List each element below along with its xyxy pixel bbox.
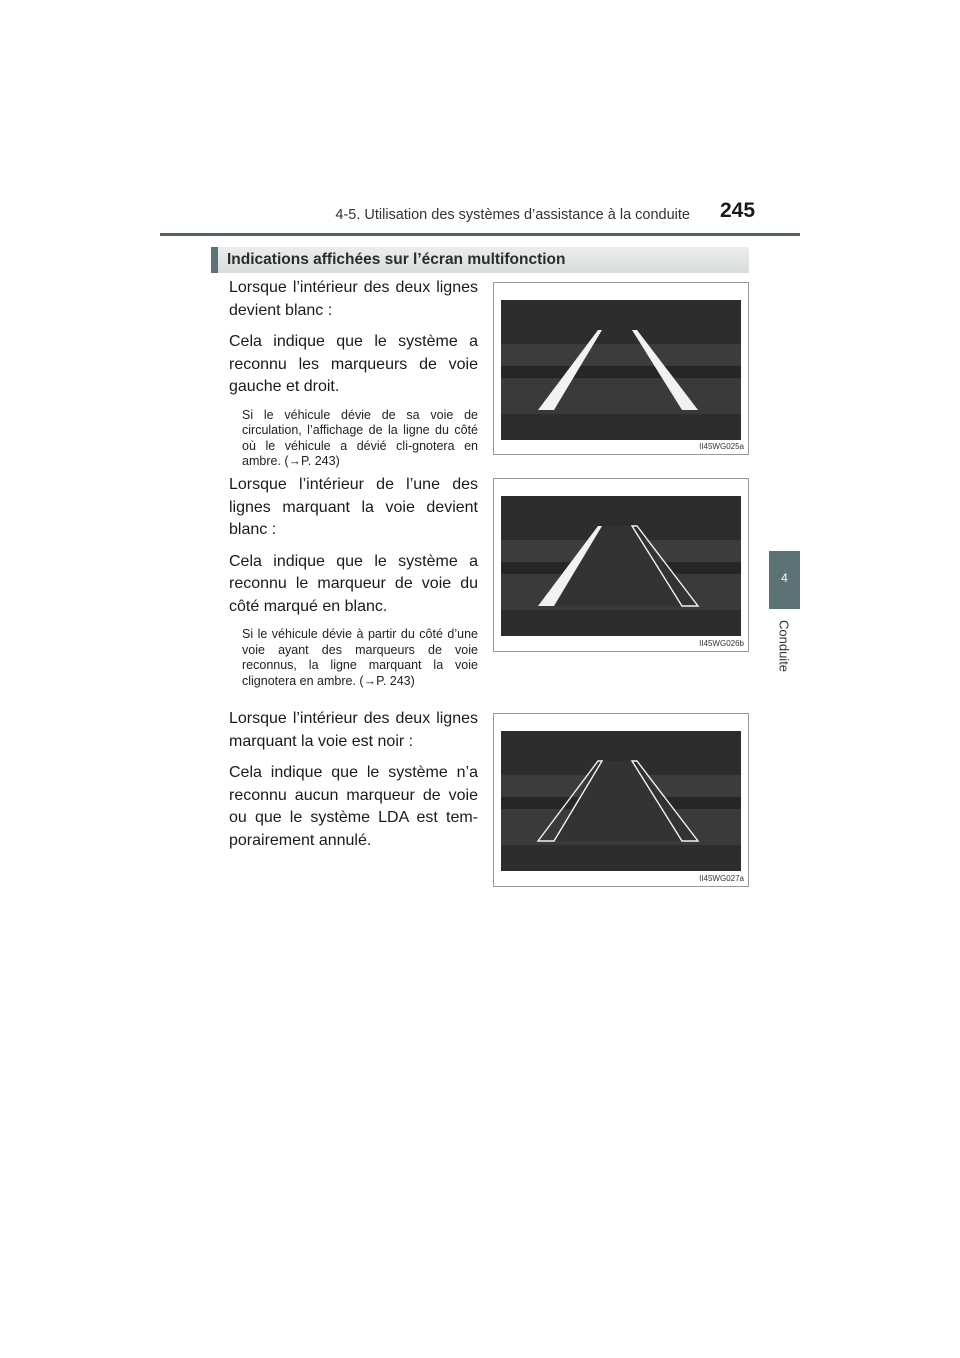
lane-display-figure-both-white: [493, 282, 749, 455]
chapter-tab-label: Conduite: [776, 620, 792, 673]
figure-code: II45WG025a: [699, 442, 744, 451]
lane-display-figure-both-black: [493, 713, 749, 887]
meaning-text: Cela indique que le système a reconnu le marqueur de voie du côté marqué en blanc.: [229, 552, 478, 615]
note-text: Si le véhicule dévie à partir du côté d’une voie ayant des marqueurs de voie reconnus, la ligne marquant la voie clignotera en ambre. (→P. 243): [242, 627, 478, 688]
section-heading: Indications affichées sur l’écran multifonction: [211, 247, 749, 273]
chapter-tab-number: 4: [781, 571, 788, 585]
chapter-title: 4-5. Utilisation des systèmes d’assistance à la conduite: [335, 207, 690, 223]
condition-text: Lorsque l’intérieur des deux lignes devient blanc :: [229, 279, 478, 319]
lane-display-screen: [501, 496, 741, 636]
lane-display-figure-one-white: [493, 478, 749, 652]
page-number: 245: [720, 199, 756, 222]
indication-block-one-white: [229, 474, 478, 689]
meaning-text: Cela indique que le système n’a reconnu aucun marqueur de voie ou que le système LDA est tem-porairement annulé.: [229, 764, 478, 849]
header-divider: [160, 233, 800, 236]
indication-block-both-white: [229, 277, 478, 470]
condition-text: Lorsque l’intérieur de l’une des lignes marquant la voie devient blanc :: [229, 476, 478, 538]
note-text: Si le véhicule dévie de sa voie de circulation, l’affichage de la ligne du côté où le véhicule a dévié cli-gnotera en ambre. (→P. 243): [242, 407, 478, 469]
lane-display-screen: [501, 731, 741, 871]
meaning-text: Cela indique que le système a reconnu les marqueurs de voie gauche et droit.: [229, 333, 478, 395]
condition-text: Lorsque l’intérieur des deux lignes marquant la voie est noir :: [229, 710, 478, 750]
indication-block-both-black: [229, 708, 478, 861]
lane-display-screen: [501, 300, 741, 440]
figure-code: II45WG026b: [699, 639, 744, 648]
figure-code: II45WG027a: [699, 874, 744, 883]
